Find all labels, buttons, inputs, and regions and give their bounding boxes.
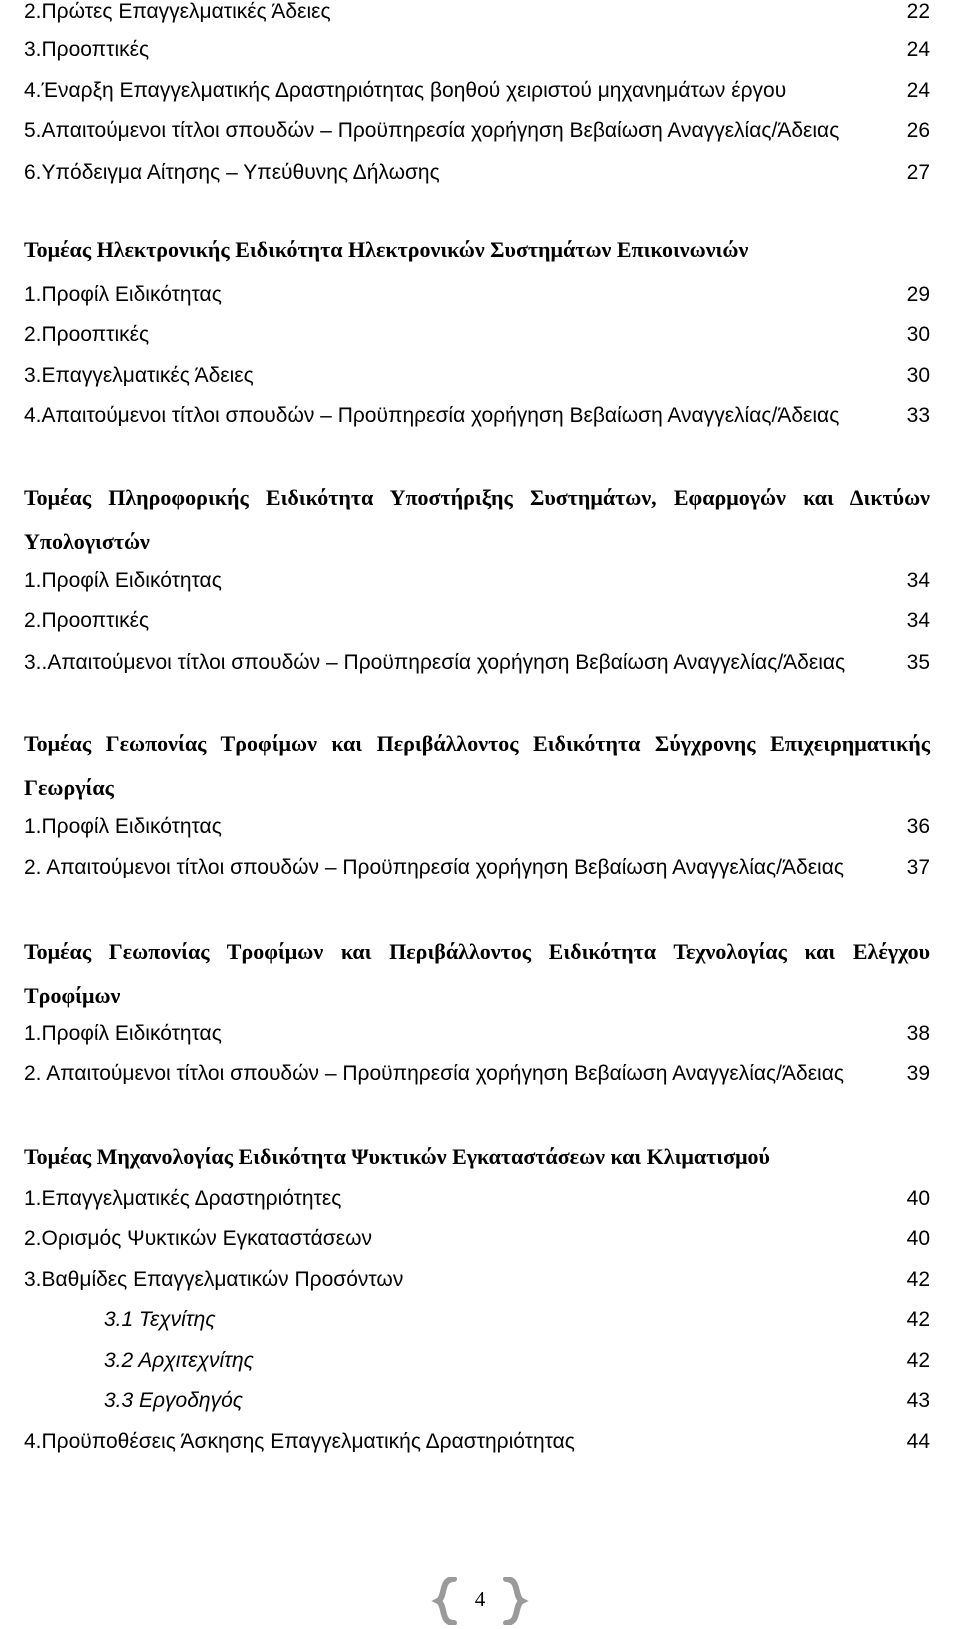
toc-entry-page: 38 [906, 1022, 930, 1045]
toc-entry [24, 0, 930, 27]
toc-entry-text: 4.Έναρξη Επαγγελματικής Δραστηριότητας βοηθού χειριστού μηχανημάτων έργου [24, 79, 787, 102]
toc-entry-text: 6.Υπόδειγμα Αίτησης – Υπεύθυνης Δήλωσης [24, 161, 440, 184]
toc-entry-text: 3.3 Εργοδηγός [104, 1389, 243, 1412]
toc-entry-page: 37 [906, 856, 930, 879]
toc-entry-page: 24 [906, 79, 930, 102]
toc-entry-page: 42 [906, 1349, 930, 1372]
toc-entry-page: 34 [906, 609, 930, 632]
toc-entry [24, 606, 930, 636]
toc-entry-text: 4.Απαιτούμενοι τίτλοι σπουδών – Προϋπηρεσία χορήγηση Βεβαίωση Αναγγελίας/Άδειας [24, 404, 840, 427]
toc-entry-page: 36 [906, 815, 930, 838]
toc-entry-page: 24 [906, 38, 930, 61]
toc-entry-text: 3..Απαιτούμενοι τίτλοι σπουδών – Προϋπηρεσία χορήγηση Βεβαίωση Αναγγελίας/Άδειας [24, 651, 846, 674]
toc-entry [24, 280, 930, 310]
toc-entry-page: 30 [906, 323, 930, 346]
toc-entry [24, 1059, 930, 1089]
toc-subentry [24, 1305, 930, 1335]
section-heading: Τομέας Γεωπονίας Τροφίμων και Περιβάλλοντος Ειδικότητα Σύγχρονης Επιχειρηματικής Γεωργίας [24, 731, 930, 800]
toc-entry-page: 30 [906, 364, 930, 387]
toc-entry-text: 3.Προοπτικές [24, 38, 150, 61]
toc-entry [24, 116, 930, 146]
toc-entry [24, 35, 930, 65]
toc-entry [24, 1427, 930, 1457]
toc-entry [24, 566, 930, 596]
toc-entry-text: 1.Προφίλ Ειδικότητας [24, 1022, 222, 1045]
toc-entry [24, 76, 930, 106]
toc-entry [24, 1265, 930, 1295]
toc-entry [24, 1184, 930, 1214]
toc-entry [24, 401, 930, 431]
toc-entry-text: 1.Προφίλ Ειδικότητας [24, 815, 222, 838]
toc-entry-text: 4.Προϋποθέσεις Άσκησης Επαγγελματικής Δραστηριότητας [24, 1430, 575, 1453]
toc-entry-page: 35 [906, 651, 930, 674]
toc-entry [24, 648, 930, 678]
toc-entry-page: 34 [906, 569, 930, 592]
toc-entry-page: 42 [906, 1308, 930, 1331]
page-footer [430, 1577, 530, 1625]
toc-entry-page: 42 [906, 1268, 930, 1291]
toc-entry-page: 27 [906, 161, 930, 184]
toc-entry [24, 158, 930, 188]
toc-entry [24, 853, 930, 883]
toc-entry-text: 5.Απαιτούμενοι τίτλοι σπουδών – Προϋπηρεσία χορήγηση Βεβαίωση Αναγγελίας/Άδειας [24, 119, 840, 142]
toc-entry-text: 2.Προοπτικές [24, 609, 150, 632]
toc-entry-text: 3.2 Αρχιτεχνίτης [104, 1349, 254, 1372]
toc-entry-text: 2.Ορισμός Ψυκτικών Εγκαταστάσεων [24, 1227, 372, 1250]
toc-entry-text: 3.Βαθμίδες Επαγγελματικών Προσόντων [24, 1268, 404, 1291]
toc-entry-page: 29 [906, 283, 930, 306]
toc-entry-page: 40 [906, 1227, 930, 1250]
toc-entry-text: 2.Πρώτες Επαγγελματικές Άδειες [24, 0, 331, 23]
toc-entry-text: 1.Προφίλ Ειδικότητας [24, 283, 222, 306]
toc-entry-text: 3.1 Τεχνίτης [104, 1308, 216, 1331]
toc-entry [24, 320, 930, 350]
toc-entry-text: 2.Προοπτικές [24, 323, 150, 346]
page-number: 4 [474, 1587, 486, 1611]
toc-entry-text: 2. Απαιτούμενοι τίτλοι σπουδών – Προϋπηρεσία χορήγηση Βεβαίωση Αναγγελίας/Άδειας [24, 856, 844, 879]
toc-entry-page: 26 [906, 119, 930, 142]
toc-subentry [24, 1386, 930, 1416]
toc-entry-page: 44 [906, 1430, 930, 1453]
toc-entry [24, 1224, 930, 1254]
toc-entry-text: 2. Απαιτούμενοι τίτλοι σπουδών – Προϋπηρεσία χορήγηση Βεβαίωση Αναγγελίας/Άδειας [24, 1062, 844, 1085]
section-heading: Τομέας Ηλεκτρονικής Ειδικότητα Ηλεκτρονικών Συστημάτων Επικοινωνιών [24, 237, 749, 262]
section-heading: Τομέας Γεωπονίας Τροφίμων και Περιβάλλοντος Ειδικότητα Τεχνολογίας και Ελέγχου Τροφίμων [24, 939, 930, 1008]
toc-entry-text: 1.Προφίλ Ειδικότητας [24, 569, 222, 592]
section-heading: Τομέας Πληροφορικής Ειδικότητα Υποστήριξης Συστημάτων, Εφαρμογών και Δικτύων Υπολογιστών [24, 485, 930, 554]
toc-entry-page: 22 [906, 0, 930, 23]
toc-entry-page: 40 [906, 1187, 930, 1210]
toc-entry [24, 361, 930, 391]
toc-entry-page: 43 [906, 1389, 930, 1412]
toc-entry-page: 33 [906, 404, 930, 427]
toc-entry-text: 3.Επαγγελματικές Άδειες [24, 364, 254, 387]
section-heading: Τομέας Μηχανολογίας Ειδικότητα Ψυκτικών Εγκαταστάσεων και Κλιματισμού [24, 1144, 770, 1169]
toc-entry [24, 1019, 930, 1049]
toc-entry-page: 39 [906, 1062, 930, 1085]
toc-entry-text: 1.Επαγγελματικές Δραστηριότητες [24, 1187, 342, 1210]
toc-entry [24, 812, 930, 842]
toc-subentry [24, 1346, 930, 1376]
